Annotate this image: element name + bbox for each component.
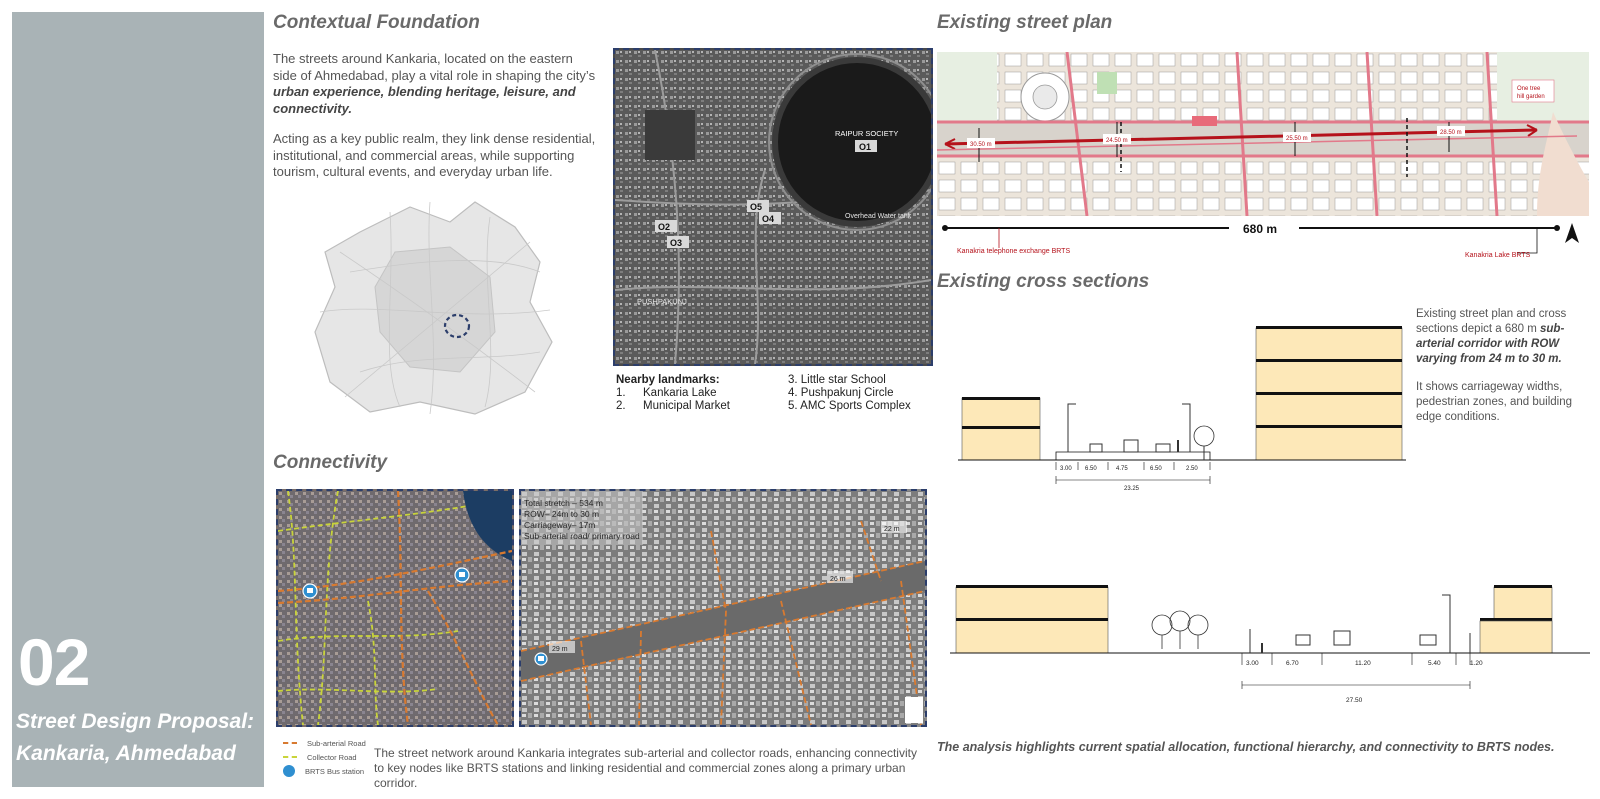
landmark-num: 1. [616, 387, 626, 399]
cross-sections-heading: Existing cross sections [937, 271, 1150, 292]
section2-total: 27.50 [1346, 697, 1363, 704]
section2-dim: 11.20 [1355, 660, 1371, 667]
aerial-satellite-map [613, 48, 933, 366]
garden-label-line-2: hill garden [1517, 94, 1545, 100]
aerial-label-o5: O5 [750, 202, 763, 212]
corridor-map [519, 489, 927, 727]
landmarks-title: Nearby landmarks: [616, 374, 720, 386]
legend-swatch-subarterial [283, 742, 297, 744]
width-label-22m: 22 m [884, 526, 900, 533]
city-map [300, 192, 562, 420]
legend-item [283, 750, 366, 764]
landmark-item: 4. Pushpakunj Circle [788, 387, 894, 399]
cross-section-2 [950, 575, 1600, 710]
row-label-28m: 28.50 m [1440, 130, 1462, 136]
sheet-title-line-1: Street Design Proposal: [16, 710, 255, 733]
aerial-label-o2: O2 [658, 222, 671, 232]
stat-carriageway: Carriageway– 17m [524, 520, 596, 530]
landmark-item: 3. Little star School [788, 374, 886, 386]
landmark-item: 5. AMC Sports Complex [788, 400, 911, 412]
stat-row: ROW– 24m to 30 m [524, 509, 600, 519]
row-label-25m: 25.50 m [1286, 136, 1308, 142]
sheet-number: 02 [18, 625, 90, 699]
brts-left-label: Kanakria telephone exchange BRTS [957, 248, 1071, 255]
legend-swatch-collector [283, 756, 297, 758]
contextual-p1-emphasis: urban experience, blending heritage, leisure, and connectivity. [273, 84, 576, 116]
legend-label: Sub-arterial Road [307, 738, 366, 748]
connectivity-legend [283, 736, 366, 778]
row-label-24m: 24.50 m [1106, 138, 1128, 144]
landmark-num: 2. [616, 400, 626, 412]
sheet-title [16, 706, 262, 770]
sheet-title-line-2: Kankaria, Ahmedabad [16, 742, 236, 765]
aerial-label-o3: O3 [670, 238, 683, 248]
section2-dim: 3.00 [1246, 660, 1259, 667]
contextual-heading: Contextual Foundation [273, 12, 480, 33]
stat-road-type: Sub-arterial road/ primary road [524, 531, 640, 541]
section2-dim: 6.70 [1286, 660, 1299, 667]
analysis-caption: The analysis highlights current spatial allocation, functional hierarchy, and connectivity to BRTS nodes. [937, 740, 1555, 754]
aerial-label-overhead: Overhead Water tank [845, 213, 912, 220]
brts-right-label: Kanakria Lake BRTS [1465, 252, 1531, 259]
contextual-paragraph-1 [273, 51, 598, 117]
aerial-label-society: RAIPUR SOCIETY [835, 129, 899, 138]
legend-label: BRTS Bus station [305, 766, 365, 776]
info-p1-emphasis: sub-arterial corridor with ROW varying from 24 m to 30 m. [1416, 323, 1565, 365]
section2-dim: 5.40 [1428, 660, 1441, 667]
north-arrow-icon [1565, 223, 1579, 243]
section1-dim: 3.00 [1060, 466, 1072, 472]
bus-station-icon [283, 765, 295, 777]
section1-dim: 4.75 [1116, 466, 1128, 472]
landmark-item [616, 387, 776, 400]
landmark-name: Municipal Market [643, 400, 730, 412]
landmarks-right [788, 374, 938, 413]
street-plan-heading: Existing street plan [937, 12, 1113, 33]
legend-label: Collector Road [307, 752, 357, 762]
aerial-label-o1: O1 [859, 142, 872, 152]
info-p1-text: Existing street plan and cross sections depict a 680 m [1416, 308, 1567, 335]
width-label-29m: 29 m [552, 646, 568, 653]
stat-total-stretch: Total stretch – 534 m [524, 498, 603, 508]
section2-dim: 1.20 [1470, 660, 1483, 667]
street-plan-map [937, 52, 1589, 216]
row-label-30m: 30.50 m [970, 142, 992, 148]
width-label-26m: 26 m [830, 576, 846, 583]
legend-item [283, 764, 366, 778]
garden-label-line-1: One tree [1517, 86, 1541, 92]
aerial-label-pushpakunj: PUSHPAKUNJ [637, 297, 687, 306]
legend-item [283, 736, 366, 750]
connectivity-heading: Connectivity [273, 452, 388, 473]
contextual-paragraph-2: Acting as a key public realm, they link dense residential, institutional, and commercial areas, while supporting tourism, cultural events, and everyday urban life. [273, 131, 596, 179]
scale-length: 680 m [1243, 222, 1278, 236]
sidebar-panel [12, 12, 264, 787]
aerial-label-o4: O4 [762, 214, 775, 224]
cross-sections-info-2: It shows carriageway widths, pedestrian zones, and building edge conditions. [1416, 381, 1573, 423]
corridor-stats [524, 498, 640, 542]
landmark-item [616, 400, 776, 413]
contextual-p1-text: The streets around Kankaria, located on the eastern side of Ahmedabad, play a vital role in shaping the city’s [273, 51, 596, 83]
landmark-name: Kankaria Lake [643, 387, 717, 399]
section1-dim: 2.50 [1186, 466, 1198, 472]
connectivity-description: The street network around Kankaria integrates sub-arterial and collector roads, enhancing connectivity to key nodes like BRTS stations and linking residential and commercial zones along a primary urban corridor. [374, 746, 917, 790]
section1-total: 23.25 [1124, 486, 1140, 492]
section1-dim: 6.50 [1150, 466, 1162, 472]
landmarks-left [616, 374, 776, 413]
cross-sections-info-1 [1416, 307, 1594, 367]
section1-dim: 6.50 [1085, 466, 1097, 472]
cross-section-1 [950, 320, 1420, 500]
road-network-map [276, 489, 514, 727]
